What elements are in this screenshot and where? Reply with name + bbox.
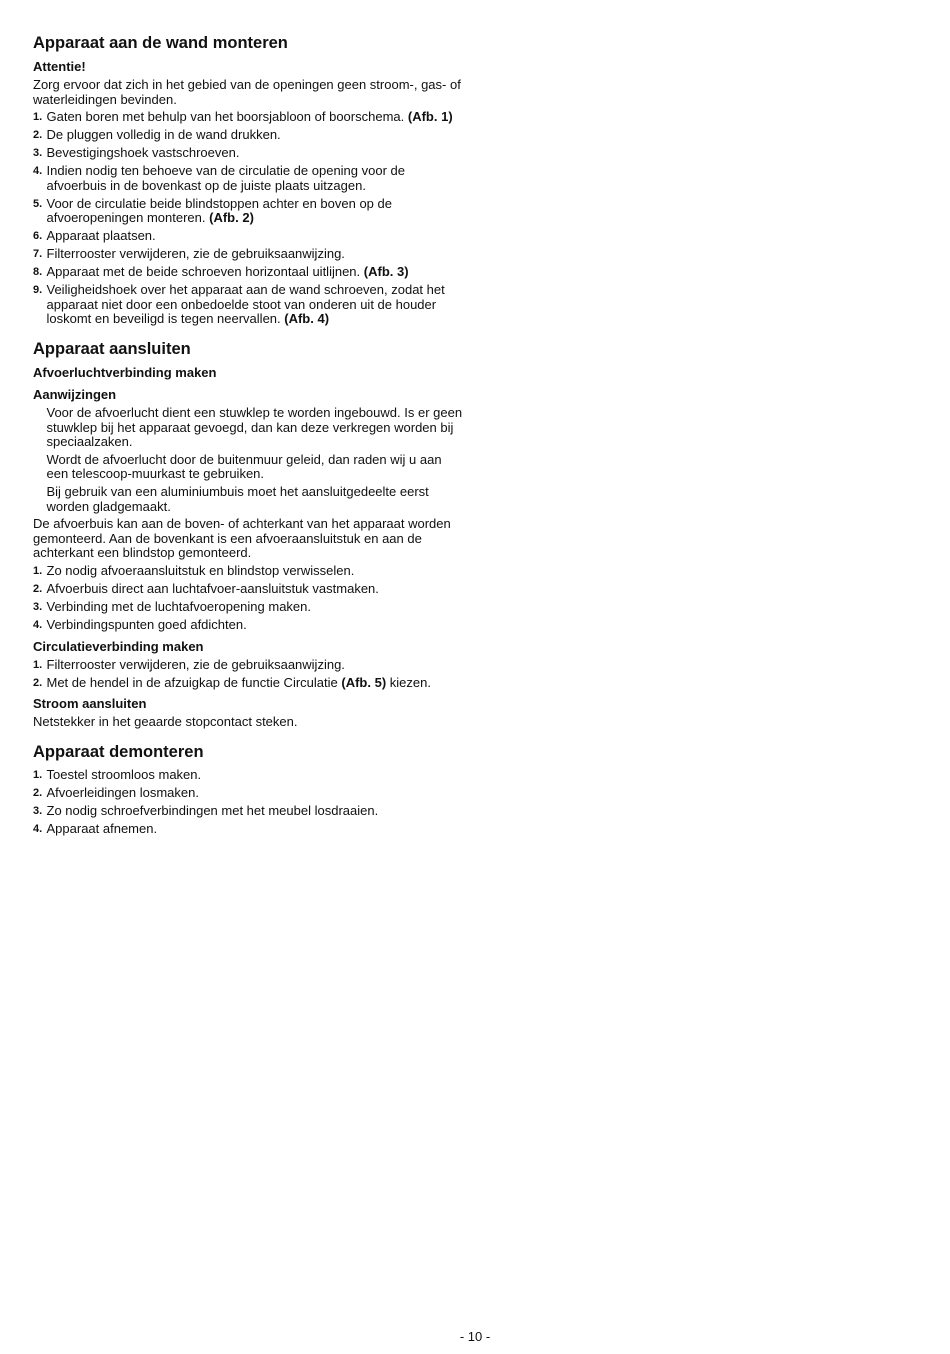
- mount-steps-list: [33, 110, 465, 327]
- subheading-circulation: Circulatieverbinding maken: [33, 638, 204, 654]
- section-title-connect: Apparaat aansluiten: [33, 340, 191, 359]
- list-item: 2. Afvoerleidingen losmaken.: [33, 784, 199, 800]
- note-text: Wordt de afvoerlucht door de buitenmuur geleid, dan raden wij u aan een telescoop-muurkast te gebruiken.: [46, 451, 442, 482]
- list-item: 4. Indien nodig ten behoeve van de circulatie de opening voor de afvoerbuis in de bovenkast op de juiste plaats uitzagen.: [33, 163, 405, 193]
- subheading-exhaust: Afvoerluchtverbinding maken: [33, 365, 217, 381]
- list-item: 4. Apparaat afnemen.: [33, 820, 158, 836]
- list-item: 8. Apparaat met de beide schroeven horizontaal uitlijnen. (Afb. 3): [33, 264, 409, 280]
- circulation-steps-list: [33, 658, 465, 691]
- list-item: 1. Toestel stroomloos maken.: [33, 766, 202, 782]
- list-item: 1. Zo nodig afvoeraansluitstuk en blindstop verwisselen.: [33, 562, 355, 578]
- notes-heading: Aanwijzingen: [33, 387, 117, 403]
- dismount-steps-list: [33, 768, 465, 837]
- attention-heading: Attentie!: [33, 59, 86, 74]
- list-item: 7. Filterrooster verwijderen, zie de gebruiksaanwijzing.: [33, 246, 345, 262]
- power-text: Netstekker in het geaarde stopcontact steken.: [33, 714, 298, 730]
- list-item: 5. Voor de circulatie beide blindstoppen achter en boven op de afvoeropeningen monteren. (Afb. 2): [33, 195, 392, 226]
- list-item: 3. Bevestigingshoek vastschroeven.: [33, 145, 240, 161]
- subheading-power: Stroom aansluiten: [33, 696, 147, 712]
- page-number: - 10 -: [459, 1329, 491, 1344]
- list-item: 2. Met de hendel in de afzuigkap de functie Circulatie (Afb. 5) kiezen.: [33, 674, 431, 690]
- content-column: [33, 33, 465, 840]
- list-item: 2. Afvoerbuis direct aan luchtafvoer-aansluitstuk vastmaken.: [33, 580, 379, 596]
- list-item: 9. Veiligheidshoek over het apparaat aan de wand schroeven, zodat het apparaat niet door een onbedoelde stoot van onderen uit de houder loskomt en beveiligd is tegen neervallen. (Afb. 4): [33, 282, 445, 327]
- section-title-mount: Apparaat aan de wand monteren: [33, 34, 288, 52]
- list-item: 6. Apparaat plaatsen.: [33, 228, 156, 244]
- note-text: Bij gebruik van een aluminiumbuis moet het aansluitgedeelte eerst worden gladgemaakt.: [46, 484, 429, 514]
- list-item: 2. De pluggen volledig in de wand drukken.: [33, 127, 281, 143]
- note-text: Voor de afvoerlucht dient een stuwklep te worden ingebouwd. Is er geen stuwklep bij het apparaat gevoegd, dan kan deze verkregen worden bij speciaalzaken.: [46, 405, 463, 450]
- list-item: 3. Zo nodig schroefverbindingen met het meubel losdraaien.: [33, 802, 379, 818]
- exhaust-steps-list: [33, 564, 465, 633]
- list-item: 1. Gaten boren met behulp van het boorsjabloon of boorschema. (Afb. 1): [33, 109, 453, 125]
- list-item: 3. Verbinding met de luchtafvoeropening maken.: [33, 598, 312, 614]
- attention-text: Zorg ervoor dat zich in het gebied van de openingen geen stroom-, gas- of waterleidingen bevinden.: [33, 77, 461, 107]
- exhaust-paragraph: De afvoerbuis kan aan de boven- of achterkant van het apparaat worden gemonteerd. Aan de bovenkant is een afvoeraansluitstuk en aan de achterkant een blindstop gemonteerd.: [33, 516, 451, 561]
- list-item: 4. Verbindingspunten goed afdichten.: [33, 616, 247, 632]
- section-title-dismount: Apparaat demonteren: [33, 742, 204, 761]
- list-item: 1. Filterrooster verwijderen, zie de gebruiksaanwijzing.: [33, 656, 345, 672]
